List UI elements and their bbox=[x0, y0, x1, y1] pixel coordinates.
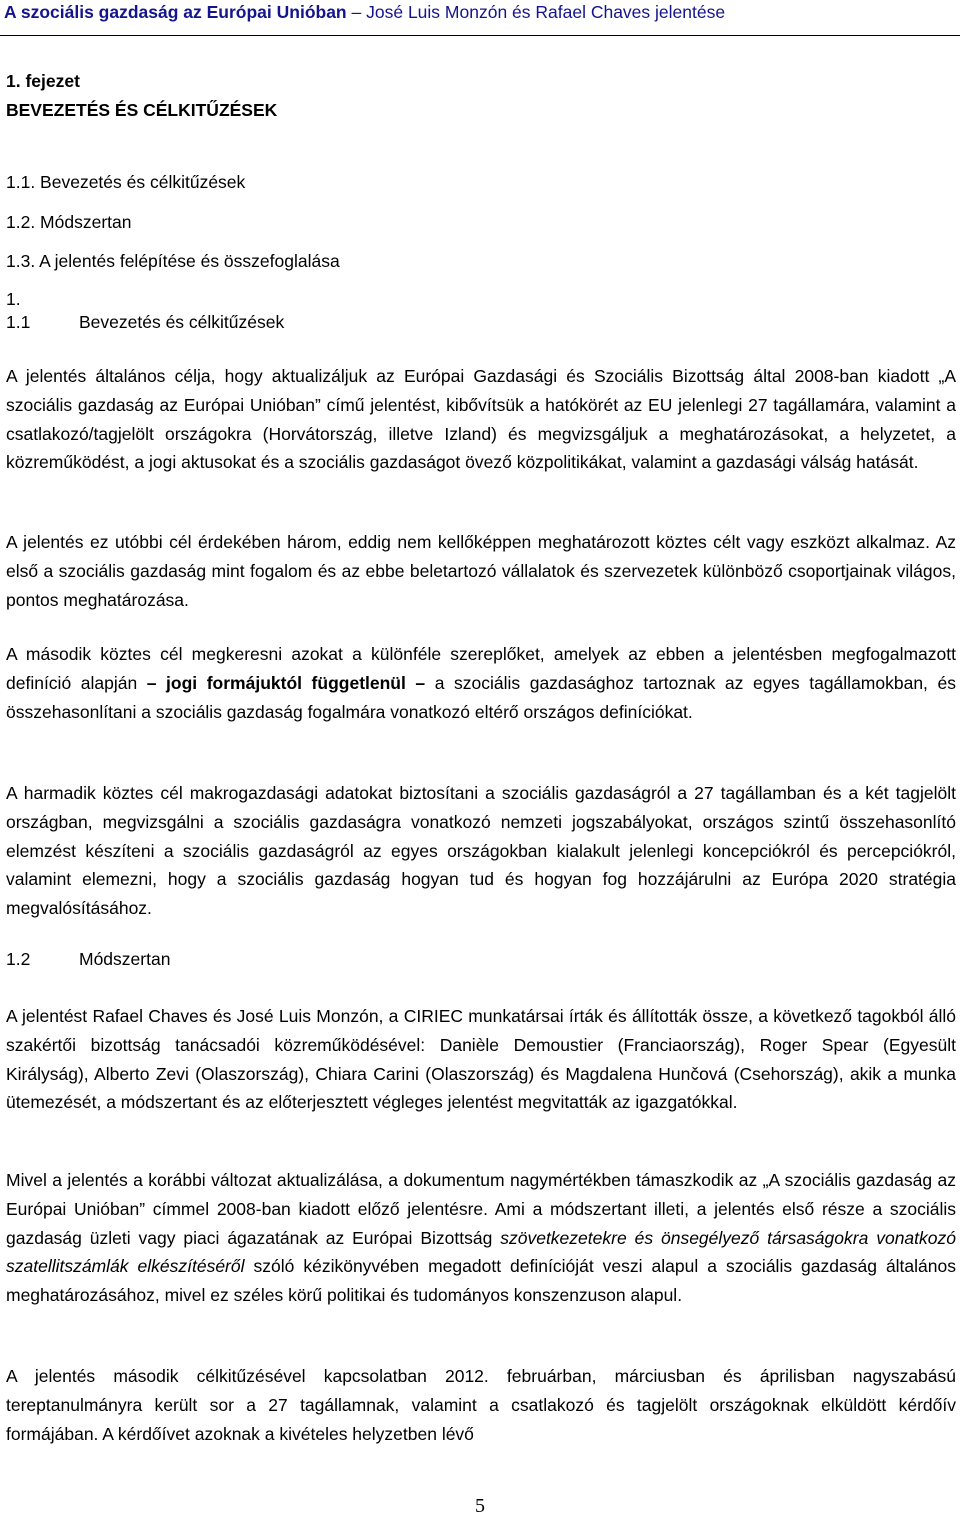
section-number: 1.1 bbox=[6, 312, 31, 332]
header-authors: José Luis Monzón és Rafael Chaves jelentése bbox=[366, 2, 726, 22]
paragraph-text: „A szociális gazdaság az Európai Unióban” című jelentést, kibővítsük a hatókörét az EU jelenlegi 27 tagállamára, valamint a csatlakozó/tagjelölt országokra (Horvátország, illetve Izland) és megvizsgáljuk a meghatározásokat, a helyzetet, a közreműködést, a jogi aktusokat és a szociális gazdaságot övező közpolitikákat, valamint a gazdasági válság hatását. bbox=[6, 366, 956, 473]
paragraph-text: címmel 2008-ban kiadott előző jelentésre. Ami a módszertant illeti, a jelentés első része a szociális gazdaság üzleti vagy piaci ágazatának az Európai Bizottság bbox=[6, 1198, 956, 1248]
paragraph bbox=[6, 1362, 956, 1448]
paragraph-text: A harmadik köztes cél makrogazdasági adatokat biztosítani a szociális gazdaságról a 27 tagállamban és a két tagjelölt országban, megvizsgálni a szociális gazdaságra vonatkozó nemzeti jogszabályokat, országos szintű összehasonlító elemzést készíteni a szociális gazdaságról az egyes országokban kialakult jelenlegi koncepciókról és percepciókról, valamint elemezni, hogy a szociális gazdaság hogyan tud és hogyan fog hozzájárulni az Európa 2020 stratégia megvalósításához. bbox=[6, 783, 956, 919]
section-title: Módszertan bbox=[79, 949, 171, 969]
paragraph-text: „A szociális gazdaság az Európai Unióban” bbox=[6, 1170, 956, 1219]
chapter-number: 1. fejezet bbox=[6, 71, 80, 91]
paragraph bbox=[6, 362, 956, 477]
paragraph-text: A jelentés ez utóbbi cél érdekében három, eddig nem kellőképpen meghatározott köztes célt vagy eszközt alkalmaz. bbox=[6, 532, 936, 552]
paragraph-text: szóló kézikönyvében megadott definícióját veszi alapul a szociális gazdaság általános meghatározásához, mivel ez széles körű politikai és tudományos konszenzuson alapul. bbox=[6, 1256, 956, 1306]
paragraph-text: a szociális gazdasághoz tartoznak az egyes tagállamokban, és összehasonlítani a szociális gazdaság fogalmára vonatkozó eltérő országos definíciókat. bbox=[6, 672, 956, 722]
header-dash: – bbox=[351, 2, 362, 22]
paragraph bbox=[6, 1166, 956, 1310]
emphasis-text: – jogi formájuktól függetlenül – bbox=[146, 672, 426, 693]
paragraph bbox=[6, 640, 956, 726]
stray-list-number: 1. bbox=[6, 289, 21, 309]
page-number: 5 bbox=[475, 1495, 485, 1517]
paragraph bbox=[6, 779, 956, 923]
paragraph-text: Az első a szociális gazdaság mint fogalom és az ebbe beletartozó vállalatok és szervezetek különböző csoportjainak világos, pontos meghatározása. bbox=[6, 532, 956, 610]
italic-text: szövetkezetekre és önsegélyező társaságokra vonatkozó szatellitszámlák elkészítéséről bbox=[6, 1227, 956, 1277]
section-number: 1.2 bbox=[6, 949, 31, 969]
toc-item: 1.3. A jelentés felépítése és összefoglalása bbox=[6, 251, 340, 271]
section-title: Bevezetés és célkitűzések bbox=[79, 312, 285, 332]
paragraph-text: A jelentés általános célja, hogy aktualizáljuk az Európai Gazdasági és Szociális Bizottság által 2008-ban kiadott bbox=[6, 366, 939, 386]
paragraph-text: A jelentés második célkitűzésével kapcsolatban 2012. februárban, márciusban és áprilisban nagyszabású tereptanulmányra került sor a 27 tagállamnak, valamint a csatlakozó és tagjelölt országoknak elküldött kérdőív formájában. A kérdőívet azoknak a kivételes helyzetben lévő bbox=[6, 1366, 956, 1444]
toc-item: 1.1. Bevezetés és célkitűzések bbox=[6, 172, 246, 192]
paragraph bbox=[6, 1002, 956, 1117]
paragraph-text: A második köztes cél megkeresni azokat a különféle szereplőket, amelyek az ebben a jelentésben megfogalmazott definíció alapján bbox=[6, 644, 956, 693]
running-header bbox=[0, 0, 960, 36]
paragraph bbox=[6, 528, 956, 614]
paragraph-text: A jelentést Rafael Chaves és José Luis Monzón, a CIRIEC munkatársai írták és állították össze, a következő tagokból álló szakértői bizottság tanácsadói közreműködésével: Danièle Demoustier (Franciaország), Roger Spear (Egyesült Királyság), Alberto Zevi (Olaszország), Chiara Carini (Olaszország) és Magdalena Hunčová (Csehország), akik a munka ütemezését, a módszertant és az előterjesztett végleges jelentést megvitatták az igazgatókkal. bbox=[6, 1006, 956, 1113]
chapter-title: BEVEZETÉS ÉS CÉLKITŰZÉSEK bbox=[6, 100, 278, 120]
paragraph-text: Mivel a jelentés a korábbi változat aktualizálása, a dokumentum nagymértékben támaszkodik az bbox=[6, 1170, 763, 1190]
toc-item: 1.2. Módszertan bbox=[6, 212, 132, 232]
header-title: A szociális gazdaság az Európai Unióban bbox=[4, 2, 347, 22]
